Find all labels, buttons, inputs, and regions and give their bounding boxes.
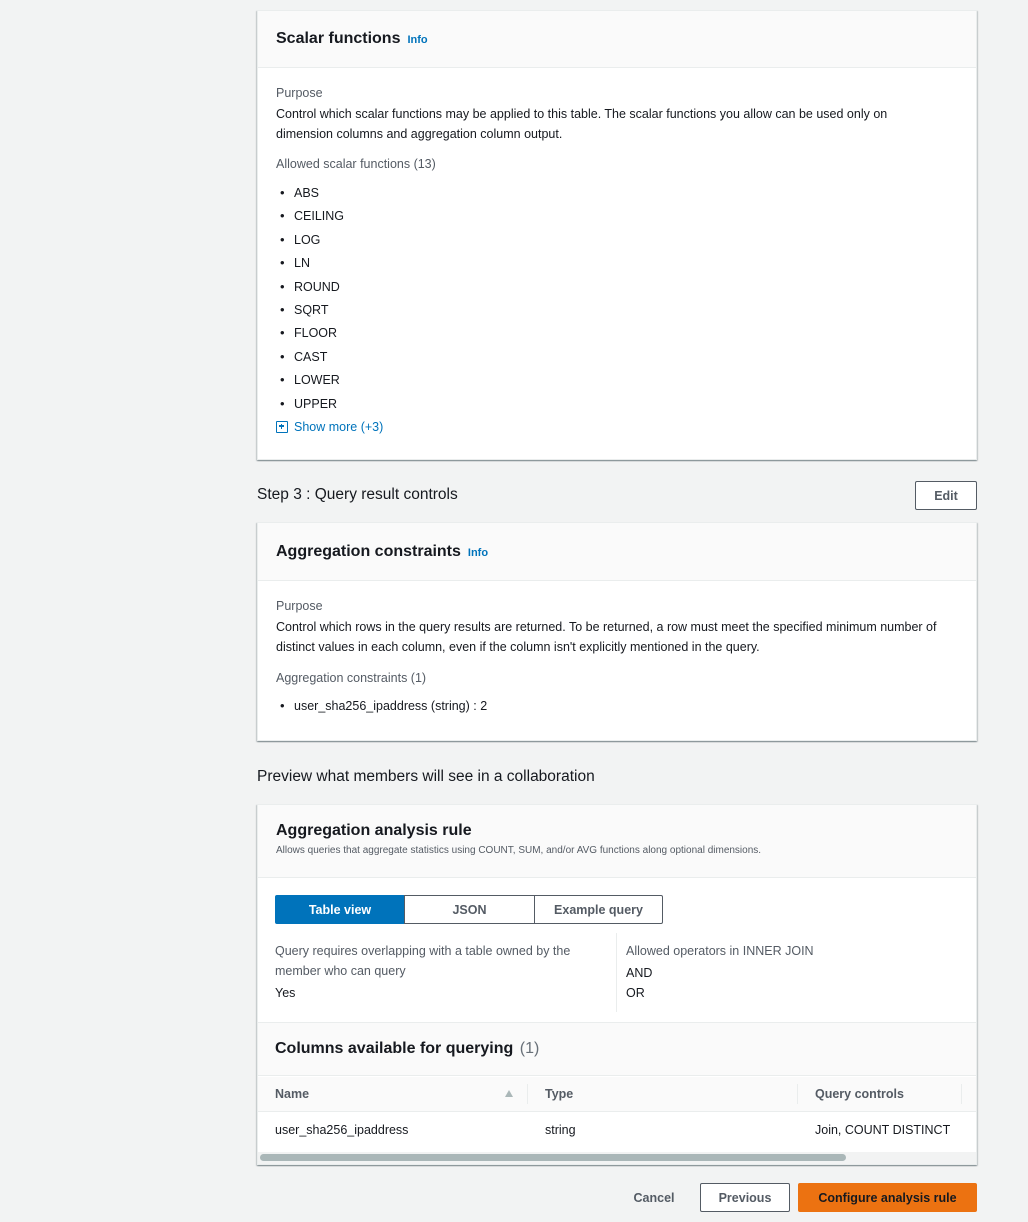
tab-json[interactable]: JSON: [404, 895, 535, 924]
operator-or: OR: [626, 986, 645, 1000]
scrollbar-thumb[interactable]: [260, 1154, 846, 1161]
list-item: • LN: [276, 253, 958, 276]
cell-name: user_sha256_ipaddress: [275, 1123, 409, 1137]
scalar-functions-info-link[interactable]: Info: [407, 34, 428, 46]
sort-ascending-icon[interactable]: [505, 1090, 513, 1097]
tab-table-view[interactable]: Table view: [275, 895, 405, 924]
list-item: • CEILING: [276, 206, 958, 229]
purpose-text: Control which scalar functions may be applied to this table. The scalar functions you allow can be used only on dimension columns and aggregation column output.: [276, 107, 888, 141]
columns-title: [275, 1040, 539, 1058]
show-more-link[interactable]: [276, 420, 958, 434]
analysis-rule-title: Aggregation analysis rule: [276, 822, 472, 839]
overlap-value: Yes: [275, 986, 296, 1000]
configure-analysis-rule-button[interactable]: Configure analysis rule: [798, 1183, 977, 1212]
aggregation-constraints-body: [258, 581, 976, 719]
column-separator: [961, 1084, 962, 1104]
analysis-rule-description: Allows queries that aggregate statistics using COUNT, SUM, and/or AVG functions along optional dimensions.: [276, 845, 762, 856]
scalar-functions-title: Scalar functions: [276, 30, 401, 47]
aggregation-constraints-panel: [257, 522, 977, 741]
cell-type: string: [545, 1123, 576, 1137]
allowed-functions-label: Allowed scalar functions (13): [276, 157, 436, 171]
aggregation-constraints-header: [258, 523, 976, 581]
analysis-rule-header: [258, 805, 976, 878]
list-item: • SQRT: [276, 300, 958, 323]
operator-and: AND: [626, 966, 653, 980]
list-item: • LOWER: [276, 370, 958, 393]
step3-heading: Step 3 : Query result controls: [257, 486, 458, 503]
column-separator: [527, 1084, 528, 1104]
list-item: • ABS: [276, 183, 958, 206]
expand-icon: [276, 421, 288, 433]
horizontal-scrollbar[interactable]: [258, 1152, 976, 1164]
edit-button[interactable]: Edit: [915, 481, 977, 510]
view-segmented-control: [275, 895, 663, 924]
constraints-label: Aggregation constraints (1): [276, 671, 427, 685]
tab-example-query[interactable]: Example query: [534, 895, 663, 924]
list-item: • LOG: [276, 230, 958, 253]
preview-heading: Preview what members will see in a collaboration: [257, 768, 595, 785]
list-item: • UPPER: [276, 394, 958, 417]
scalar-functions-panel: [257, 10, 977, 460]
purpose-text: Control which rows in the query results are returned. To be returned, a row must meet the specified minimum number of distinct values in each column, even if the column isn't explicitly mentioned in the query.: [276, 620, 937, 654]
column-separator: [797, 1084, 798, 1104]
purpose-label: Purpose: [276, 599, 323, 613]
column-header-name[interactable]: Name: [275, 1087, 310, 1101]
previous-button[interactable]: Previous: [700, 1183, 790, 1212]
aggregation-constraints-title: Aggregation constraints: [276, 542, 461, 560]
aggregation-constraints-info-link[interactable]: Info: [467, 546, 489, 559]
columns-title-text: Columns available for querying: [275, 1040, 514, 1057]
operators-label: Allowed operators in INNER JOIN: [626, 944, 814, 958]
scalar-functions-body: [258, 68, 976, 434]
constraints-list: [276, 696, 958, 719]
column-header-type: Type: [545, 1087, 574, 1101]
list-item: • user_sha256_ipaddress (string) : 2: [276, 696, 958, 719]
list-item: • CAST: [276, 347, 958, 370]
show-more-label: Show more (+3): [294, 419, 384, 434]
cancel-button[interactable]: Cancel: [633, 1190, 675, 1205]
column-header-query-controls: Query controls: [815, 1087, 904, 1101]
scalar-functions-header: [258, 11, 976, 68]
scalar-functions-list: [276, 183, 958, 417]
cell-query-controls: Join, COUNT DISTINCT: [815, 1123, 951, 1137]
list-item: • ROUND: [276, 277, 958, 300]
list-item: • FLOOR: [276, 323, 958, 346]
column-divider: [616, 933, 617, 1012]
purpose-label: Purpose: [276, 86, 323, 100]
columns-count: (1): [519, 1040, 540, 1057]
overlap-label: Query requires overlapping with a table owned by the member who can query: [275, 944, 571, 978]
